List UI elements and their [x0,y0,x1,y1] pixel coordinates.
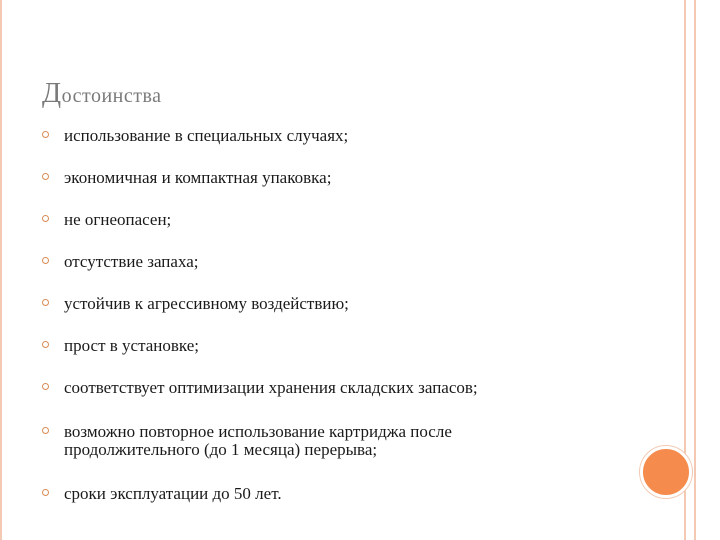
list-item-text: сроки эксплуатации до 50 лет. [64,484,282,503]
circle-bullet-icon [42,489,49,496]
circle-bullet-icon [42,257,49,264]
list-item-text: прост в установке; [64,336,199,355]
slide-title-first-letter: Д [42,78,62,109]
slide-title-rest: остоинства [61,85,162,107]
list-item-text: отсутствие запаха; [64,252,199,271]
list-item [42,169,331,187]
list-item-text: устойчив к агрессивному воздействию; [64,294,349,313]
list-item [42,127,348,145]
list-item-text: не огнеопасен; [64,210,172,229]
circle-bullet-icon [42,383,49,390]
list-item-text: использование в специальных случаях; [64,126,349,145]
circle-bullet-icon [42,215,49,222]
circle-bullet-icon [42,173,49,180]
circle-bullet-icon [42,427,49,434]
list-item [42,423,584,459]
circle-bullet-icon [42,131,49,138]
decorative-orange-circle [640,446,692,498]
list-item-text: соответствует оптимизации хранения складских запасов; [64,378,478,397]
list-item [42,337,199,355]
slide-frame-outer-line [694,0,696,540]
circle-bullet-icon [42,299,49,306]
list-item [42,379,478,397]
circle-bullet-icon [42,341,49,348]
list-item [42,295,349,313]
list-item [42,211,171,229]
list-item [42,253,199,271]
slide-title [42,78,162,110]
list-item-text: возможно повторное использование картриджа после продолжительного (до 1 месяца) перерыва; [64,422,452,459]
list-item-text: экономичная и компактная упаковка; [64,168,332,187]
list-item [42,485,282,503]
